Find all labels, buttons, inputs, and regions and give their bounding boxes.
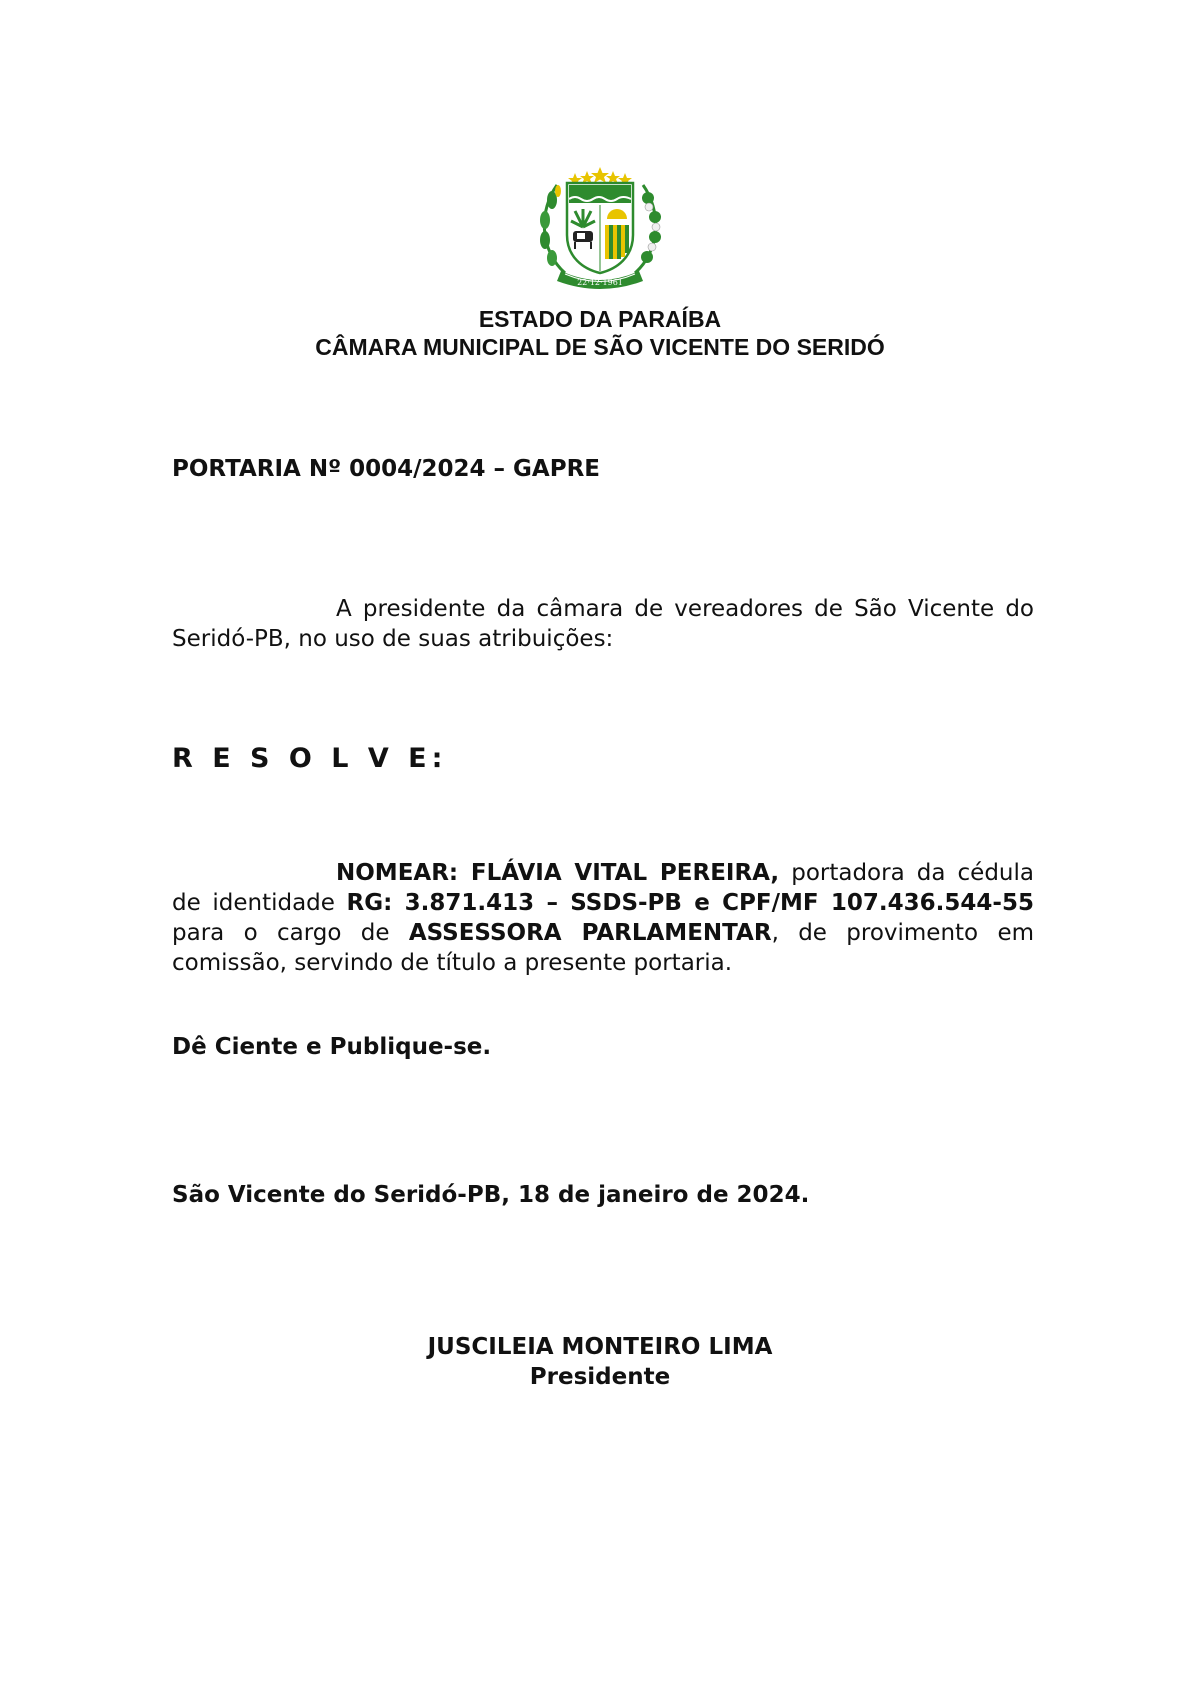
document-title: PORTARIA Nº 0004/2024 – GAPRE: [172, 456, 600, 482]
header-chamber: CÂMARA MUNICIPAL DE SÃO VICENTE DO SERIDÓ: [315, 334, 885, 360]
signatory-name: JUSCILEIA MONTEIRO LIMA: [427, 1334, 773, 1360]
crest-shield: [567, 183, 633, 273]
resolve-heading: R E S O L V E:: [172, 743, 448, 774]
place-and-date: São Vicente do Seridó-PB, 18 de janeiro de 2024.: [172, 1182, 810, 1208]
nomination-part: ASSESSORA PARLAMENTAR: [408, 920, 772, 946]
nomination-part: , de provimento em comissão, servindo de título a presente portaria.: [172, 920, 1034, 976]
closing-statement: Dê Ciente e Publique-se.: [172, 1034, 492, 1060]
cotton-branch: [635, 185, 661, 273]
header-state: ESTADO DA PARAÍBA: [478, 306, 722, 332]
nomination-part: NOMEAR: FLÁVIA VITAL PEREIRA,: [336, 860, 780, 886]
signatory-role: Presidente: [529, 1364, 671, 1390]
nomination-part: portadora da cédula de identidade: [172, 860, 1034, 916]
nomination-part: RG: 3.871.413 – SSDS-PB e CPF/MF 107.436.544-55: [346, 890, 1034, 916]
corn-branch: [540, 185, 565, 273]
intro-paragraph: A presidente da câmara de vereadores de São Vicente do Seridó-PB, no uso de suas atribuições:: [172, 596, 1034, 652]
crest-ribbon-date: 22·12·1961: [577, 278, 623, 287]
nomination-part: para o cargo de: [172, 920, 409, 946]
municipal-coat-of-arms: [525, 165, 675, 295]
nomination-paragraph: [172, 858, 1034, 978]
